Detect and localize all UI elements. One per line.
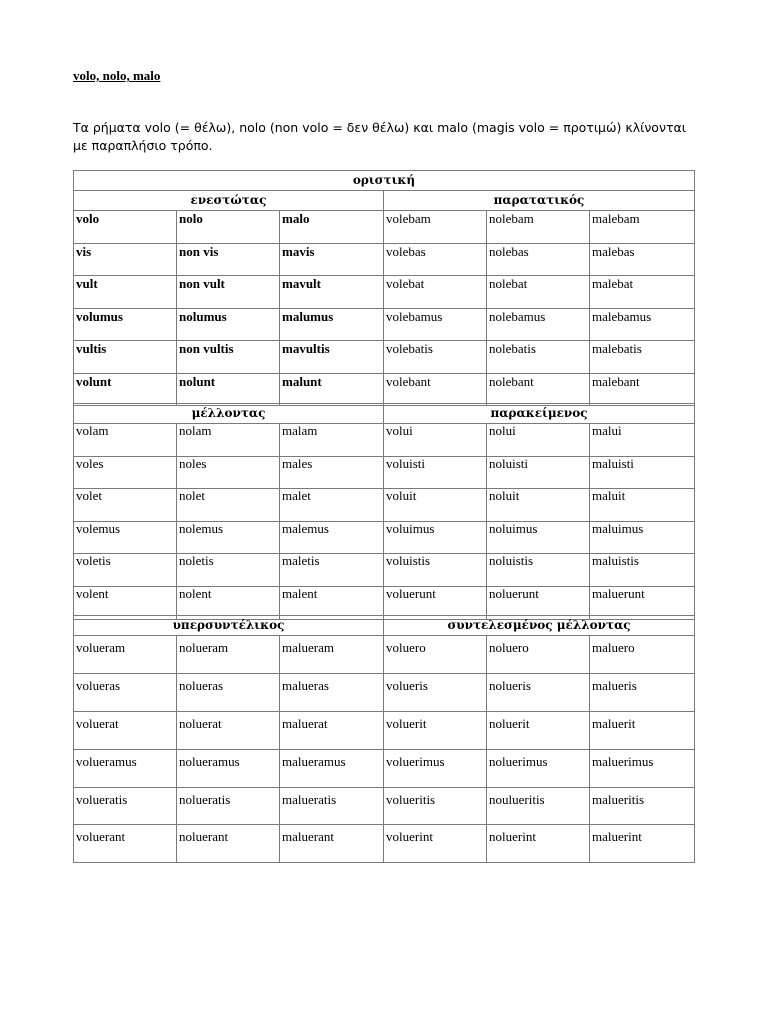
verb-form-cell: voluimus <box>384 521 487 554</box>
verb-form-cell: maluerint <box>590 825 695 863</box>
verb-form-cell: vis <box>74 243 177 276</box>
verb-form-cell: voluerat <box>74 711 177 749</box>
verb-form-cell: nolam <box>177 424 280 457</box>
table-row <box>74 243 695 276</box>
verb-form-cell: voluerit <box>384 711 487 749</box>
verb-form-cell: volo <box>74 211 177 244</box>
tense-header-future-perfect: συντελεσμένος μέλλοντας <box>384 616 695 636</box>
verb-form-cell: nolueramus <box>177 749 280 787</box>
verb-form-cell: noulueritis <box>487 787 590 825</box>
verb-form-cell: voluerunt <box>384 586 487 619</box>
table-row <box>74 554 695 587</box>
verb-form-cell: voluerant <box>74 825 177 863</box>
verb-form-cell: volam <box>74 424 177 457</box>
verb-form-cell: noluit <box>487 489 590 522</box>
verb-form-cell: volebant <box>384 373 487 406</box>
verb-form-cell: volunt <box>74 373 177 406</box>
verb-form-cell: noletis <box>177 554 280 587</box>
verb-form-cell: maluerimus <box>590 749 695 787</box>
verb-form-cell: maluerunt <box>590 586 695 619</box>
verb-form-cell: noluisti <box>487 456 590 489</box>
verb-form-cell: volebat <box>384 276 487 309</box>
verb-form-cell: noluerant <box>177 825 280 863</box>
verb-form-cell: mavultis <box>280 341 384 374</box>
conjugation-table-3 <box>73 615 695 863</box>
verb-form-cell: maluistis <box>590 554 695 587</box>
verb-form-cell: voluisti <box>384 456 487 489</box>
verb-form-cell: vultis <box>74 341 177 374</box>
verb-form-cell: nolui <box>487 424 590 457</box>
verb-form-cell: nolebant <box>487 373 590 406</box>
verb-form-cell: voletis <box>74 554 177 587</box>
verb-form-cell: volumus <box>74 308 177 341</box>
verb-form-cell: voluerint <box>384 825 487 863</box>
verb-form-cell: non vult <box>177 276 280 309</box>
verb-form-cell: maluero <box>590 636 695 674</box>
table-row <box>74 787 695 825</box>
verb-form-cell: non vultis <box>177 341 280 374</box>
verb-form-cell: nolebamus <box>487 308 590 341</box>
verb-form-cell: voluerimus <box>384 749 487 787</box>
verb-form-cell: volueram <box>74 636 177 674</box>
verb-form-cell: voluistis <box>384 554 487 587</box>
table-row <box>74 749 695 787</box>
verb-form-cell: nolueram <box>177 636 280 674</box>
tense-header-pluperfect: υπερσυντέλικος <box>74 616 384 636</box>
table-row <box>74 308 695 341</box>
verb-form-cell: noluerit <box>487 711 590 749</box>
verb-form-cell: malet <box>280 489 384 522</box>
verb-form-cell: malueris <box>590 673 695 711</box>
verb-form-cell: volui <box>384 424 487 457</box>
verb-form-cell: malemus <box>280 521 384 554</box>
tense-header-future: μέλλοντας <box>74 404 384 424</box>
verb-form-cell: maluerat <box>280 711 384 749</box>
verb-form-cell: volueris <box>384 673 487 711</box>
verb-form-cell: malui <box>590 424 695 457</box>
page-title: volo, nolo, malo <box>73 68 161 83</box>
verb-form-cell: nolebatis <box>487 341 590 374</box>
table-body <box>74 211 695 406</box>
verb-form-cell: mavult <box>280 276 384 309</box>
verb-form-cell: voluit <box>384 489 487 522</box>
verb-form-cell: volebamus <box>384 308 487 341</box>
table-row <box>74 489 695 522</box>
table-row <box>74 673 695 711</box>
verb-form-cell: maluerant <box>280 825 384 863</box>
verb-form-cell: malunt <box>280 373 384 406</box>
verb-form-cell: nolumus <box>177 308 280 341</box>
table-row <box>74 825 695 863</box>
table-row <box>74 711 695 749</box>
verb-form-cell: maluimus <box>590 521 695 554</box>
verb-form-cell: malebas <box>590 243 695 276</box>
verb-form-cell: volueritis <box>384 787 487 825</box>
verb-form-cell: mavis <box>280 243 384 276</box>
tense-header-perfect: παρακείμενος <box>384 404 695 424</box>
intro-paragraph: Τα ρήματα volo (= θέλω), nolo (non volo = δεν θέλω) και malo (magis volo = προτιμώ) κλίνονται με παραπλήσιο τρόπο. <box>73 120 686 153</box>
verb-form-cell: non vis <box>177 243 280 276</box>
table-body <box>74 424 695 620</box>
verb-form-cell: voluero <box>384 636 487 674</box>
mood-header: οριστική <box>74 171 695 191</box>
verb-form-cell: volet <box>74 489 177 522</box>
verb-form-cell: nolueris <box>487 673 590 711</box>
verb-form-cell: nolunt <box>177 373 280 406</box>
verb-form-cell: malumus <box>280 308 384 341</box>
verb-form-cell: maluisti <box>590 456 695 489</box>
verb-form-cell: noluerat <box>177 711 280 749</box>
verb-form-cell: malueras <box>280 673 384 711</box>
verb-form-cell: volebam <box>384 211 487 244</box>
verb-form-cell: maletis <box>280 554 384 587</box>
verb-form-cell: nolebas <box>487 243 590 276</box>
verb-form-cell: nolueratis <box>177 787 280 825</box>
verb-form-cell: nolo <box>177 211 280 244</box>
verb-form-cell: nolent <box>177 586 280 619</box>
verb-form-cell: malueritis <box>590 787 695 825</box>
verb-form-cell: noluimus <box>487 521 590 554</box>
verb-form-cell: noluistis <box>487 554 590 587</box>
verb-form-cell: nolebat <box>487 276 590 309</box>
verb-form-cell: malueratis <box>280 787 384 825</box>
table-row <box>74 521 695 554</box>
verb-form-cell: volebas <box>384 243 487 276</box>
table-row <box>74 424 695 457</box>
verb-form-cell: volueras <box>74 673 177 711</box>
verb-form-cell: nolet <box>177 489 280 522</box>
table-row <box>74 456 695 489</box>
verb-form-cell: noluerimus <box>487 749 590 787</box>
verb-form-cell: noluerunt <box>487 586 590 619</box>
verb-form-cell: volebatis <box>384 341 487 374</box>
verb-form-cell: volemus <box>74 521 177 554</box>
verb-form-cell: noluerint <box>487 825 590 863</box>
verb-form-cell: malebamus <box>590 308 695 341</box>
table-row <box>74 373 695 406</box>
verb-form-cell: malo <box>280 211 384 244</box>
verb-form-cell: malueramus <box>280 749 384 787</box>
verb-form-cell: volueratis <box>74 787 177 825</box>
verb-form-cell: nolebam <box>487 211 590 244</box>
verb-form-cell: malueram <box>280 636 384 674</box>
table-body <box>74 636 695 863</box>
verb-form-cell: maluit <box>590 489 695 522</box>
verb-form-cell: voles <box>74 456 177 489</box>
verb-form-cell: maluerit <box>590 711 695 749</box>
verb-form-cell: volueramus <box>74 749 177 787</box>
verb-form-cell: volent <box>74 586 177 619</box>
verb-form-cell: noluero <box>487 636 590 674</box>
verb-form-cell: malebam <box>590 211 695 244</box>
verb-form-cell: nolueras <box>177 673 280 711</box>
table-row <box>74 211 695 244</box>
conjugation-table-1 <box>73 170 695 406</box>
verb-form-cell: nolemus <box>177 521 280 554</box>
table-row <box>74 341 695 374</box>
table-row <box>74 636 695 674</box>
verb-form-cell: malebant <box>590 373 695 406</box>
verb-form-cell: malebat <box>590 276 695 309</box>
tense-header-imperfect: παρατατικός <box>384 191 695 211</box>
verb-form-cell: malent <box>280 586 384 619</box>
verb-form-cell: noles <box>177 456 280 489</box>
verb-form-cell: malebatis <box>590 341 695 374</box>
verb-form-cell: males <box>280 456 384 489</box>
conjugation-table-2 <box>73 403 695 620</box>
table-row <box>74 276 695 309</box>
verb-form-cell: malam <box>280 424 384 457</box>
tense-header-present: ενεστώτας <box>74 191 384 211</box>
verb-form-cell: vult <box>74 276 177 309</box>
